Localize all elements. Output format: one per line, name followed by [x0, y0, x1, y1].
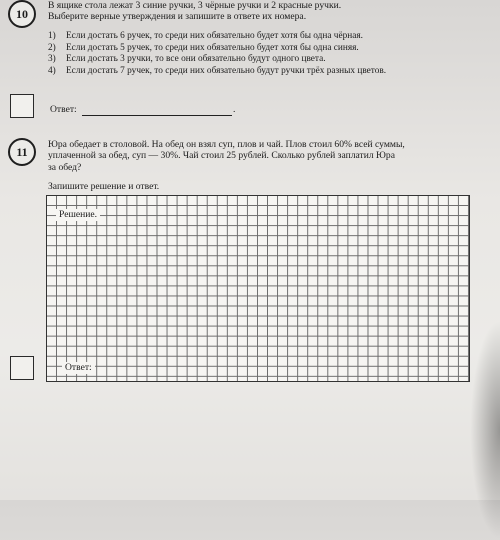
question-10-number: 10 [8, 0, 36, 28]
question-11-number: 11 [8, 138, 36, 166]
question-10-text: В ящике стола лежат 3 синие ручки, 3 чёрные ручки и 2 красные ручки. Выберите верные утверждения и запишите в ответе их номера. [48, 0, 342, 23]
question-11-text: Юра обедает в столовой. На обед он взял суп, плов и чай. Плов стоил 60% всей суммы, уплаченной за обед, суп — 30%. Чай стоил 25 рублей. Сколько рублей заплатил Юра за обед? [48, 139, 405, 173]
question-11-instruction: Запишите решение и ответ. [48, 181, 160, 192]
question-10-answer-line[interactable] [82, 115, 232, 116]
question-11-answer-label: Ответ: [62, 362, 95, 374]
question-10-options [48, 31, 386, 77]
option-4: 4) Если достать 7 ручек, то среди них обязательно будут ручки трёх разных цветов. [48, 65, 387, 76]
option-2: 2) Если достать 5 ручек, то среди них обязательно будет хотя бы одна синяя. [48, 42, 359, 53]
solution-grid[interactable] [46, 195, 470, 382]
option-3: 3) Если достать 3 ручки, то все они обязательно будут одного цвета. [48, 54, 326, 65]
question-10-answer-box[interactable] [10, 94, 34, 118]
question-11-answer-box[interactable] [10, 356, 34, 380]
page-shadow [470, 320, 500, 540]
solution-label: Решение. [56, 209, 100, 221]
question-10-answer-dot: . [233, 104, 236, 115]
question-10-answer-label: Ответ: [50, 104, 77, 115]
option-1: 1) Если достать 6 ручек, то среди них обязательно будет хотя бы одна чёрная. [48, 31, 363, 41]
